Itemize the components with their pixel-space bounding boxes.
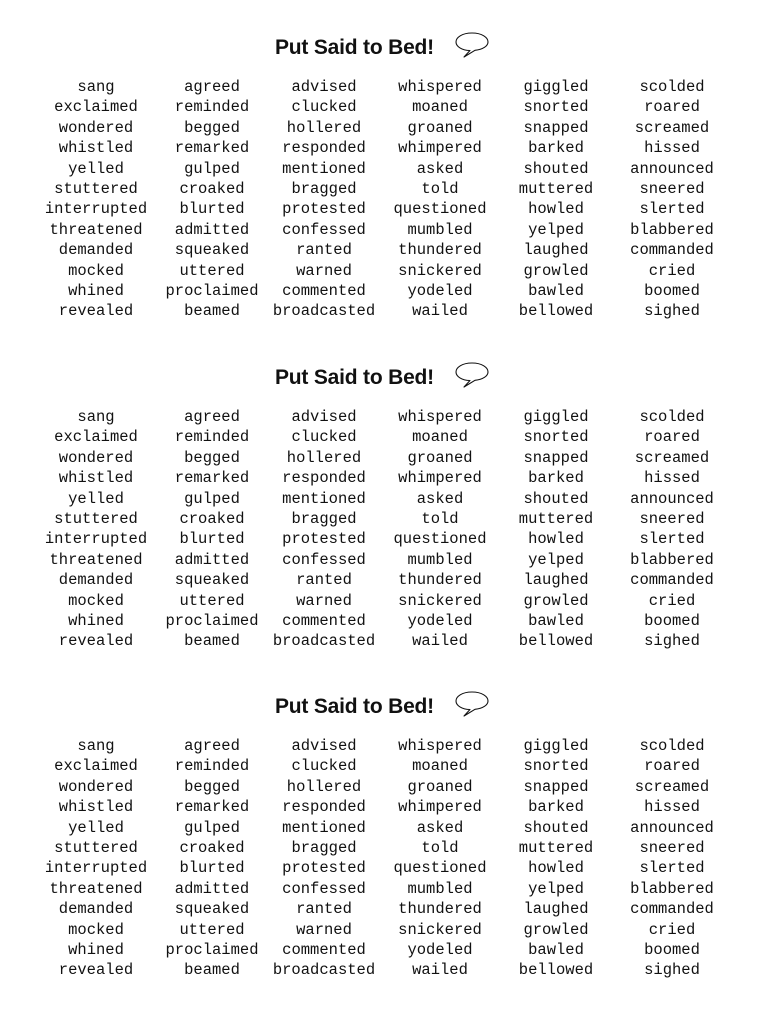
word: warned	[296, 591, 352, 610]
word: questioned	[393, 530, 487, 549]
word: squeaked	[174, 571, 250, 590]
word: hollered	[286, 118, 362, 137]
word: revealed	[58, 302, 134, 321]
word: bawled	[528, 282, 584, 301]
word: hissed	[644, 469, 700, 488]
word: yelled	[68, 159, 124, 178]
word: hollered	[286, 448, 362, 467]
word: blurted	[179, 200, 245, 219]
section-title: Put Said to Bed!	[275, 366, 434, 389]
word: revealed	[58, 632, 134, 651]
word-column-3	[264, 407, 384, 652]
word: interrupted	[44, 859, 148, 878]
word: uttered	[179, 920, 245, 939]
word: wailed	[412, 632, 468, 651]
word: beamed	[184, 302, 240, 321]
word: gulped	[184, 159, 240, 178]
word: sang	[77, 78, 115, 96]
word: whimpered	[398, 798, 482, 817]
word: announced	[630, 159, 714, 178]
word: responded	[282, 798, 366, 817]
word: responded	[282, 469, 366, 488]
section-header	[0, 689, 768, 729]
word: thundered	[398, 241, 482, 260]
word: remarked	[174, 798, 250, 817]
word: croaked	[179, 510, 245, 529]
word: screamed	[634, 777, 710, 796]
word: growled	[523, 920, 589, 939]
word: groaned	[407, 448, 473, 467]
word: shouted	[523, 159, 589, 178]
word: growled	[523, 261, 589, 280]
word: squeaked	[174, 900, 250, 919]
word: snorted	[523, 757, 589, 776]
word: whistled	[58, 798, 134, 817]
word: beamed	[184, 961, 240, 980]
speech-bubble-icon	[454, 689, 490, 719]
word: protested	[282, 530, 366, 549]
word: yodeled	[407, 282, 473, 301]
word-column-4	[380, 407, 500, 652]
word: commented	[282, 282, 366, 301]
word: bragged	[291, 510, 357, 529]
word: asked	[416, 489, 464, 508]
word: blurted	[179, 859, 245, 878]
word: hissed	[644, 139, 700, 158]
word: mumbled	[407, 550, 473, 569]
word: confessed	[282, 550, 366, 569]
word: moaned	[412, 757, 468, 776]
word: cried	[648, 261, 696, 280]
word: clucked	[291, 428, 357, 447]
word: asked	[416, 159, 464, 178]
word: warned	[296, 920, 352, 939]
word: commanded	[630, 900, 714, 919]
word: screamed	[634, 448, 710, 467]
word: mumbled	[407, 879, 473, 898]
word: croaked	[179, 180, 245, 199]
word: remarked	[174, 139, 250, 158]
word: squeaked	[174, 241, 250, 260]
word: mentioned	[282, 489, 366, 508]
word: laughed	[523, 571, 589, 590]
word: threatened	[49, 220, 143, 239]
word: agreed	[184, 408, 240, 426]
word: snorted	[523, 428, 589, 447]
word: wondered	[58, 118, 134, 137]
word: bellowed	[518, 302, 594, 321]
speech-bubble-icon	[454, 360, 490, 390]
word: moaned	[412, 428, 468, 447]
word: giggled	[523, 737, 589, 755]
word: scolded	[639, 78, 705, 96]
word: groaned	[407, 118, 473, 137]
word: mentioned	[282, 818, 366, 837]
word: snapped	[523, 118, 589, 137]
word: thundered	[398, 571, 482, 590]
word: agreed	[184, 78, 240, 96]
section-title: Put Said to Bed!	[275, 36, 434, 59]
word: laughed	[523, 900, 589, 919]
word: whimpered	[398, 139, 482, 158]
word: sneered	[639, 510, 705, 529]
word-column-5	[496, 77, 616, 322]
word-column-3	[264, 77, 384, 322]
word: commanded	[630, 241, 714, 260]
word: moaned	[412, 98, 468, 117]
word: confessed	[282, 220, 366, 239]
word: advised	[291, 78, 357, 96]
word: snickered	[398, 591, 482, 610]
word: bragged	[291, 839, 357, 858]
word: mocked	[68, 591, 124, 610]
word: broadcasted	[272, 961, 376, 980]
word: demanded	[58, 900, 134, 919]
word: whined	[68, 612, 124, 631]
word: proclaimed	[165, 282, 259, 301]
word: roared	[644, 428, 700, 447]
word: threatened	[49, 879, 143, 898]
word: whined	[68, 941, 124, 960]
word: asked	[416, 818, 464, 837]
word: mentioned	[282, 159, 366, 178]
word: admitted	[174, 879, 250, 898]
word: interrupted	[44, 200, 148, 219]
word: begged	[184, 777, 240, 796]
word: confessed	[282, 879, 366, 898]
word: groaned	[407, 777, 473, 796]
word: scolded	[639, 737, 705, 755]
word: broadcasted	[272, 632, 376, 651]
word: slerted	[639, 859, 705, 878]
word: commented	[282, 941, 366, 960]
word: mumbled	[407, 220, 473, 239]
word: told	[421, 510, 459, 529]
word: slerted	[639, 530, 705, 549]
word-column-6	[612, 77, 732, 322]
word: mocked	[68, 920, 124, 939]
word: wondered	[58, 777, 134, 796]
word: barked	[528, 798, 584, 817]
word: protested	[282, 200, 366, 219]
word: muttered	[518, 180, 594, 199]
word: wailed	[412, 961, 468, 980]
word: blurted	[179, 530, 245, 549]
word: slerted	[639, 200, 705, 219]
word: whimpered	[398, 469, 482, 488]
word: reminded	[174, 428, 250, 447]
word: begged	[184, 118, 240, 137]
word: shouted	[523, 489, 589, 508]
section-title: Put Said to Bed!	[275, 695, 434, 718]
word: sighed	[644, 302, 700, 321]
word: thundered	[398, 900, 482, 919]
word: announced	[630, 818, 714, 837]
word: muttered	[518, 510, 594, 529]
word: revealed	[58, 961, 134, 980]
word: stuttered	[54, 180, 138, 199]
word: cried	[648, 591, 696, 610]
word: sang	[77, 737, 115, 755]
word-column-4	[380, 77, 500, 322]
word: boomed	[644, 282, 700, 301]
word: cried	[648, 920, 696, 939]
word: hissed	[644, 798, 700, 817]
word: advised	[291, 737, 357, 755]
word: told	[421, 180, 459, 199]
word: barked	[528, 469, 584, 488]
word: wailed	[412, 302, 468, 321]
word: commented	[282, 612, 366, 631]
word-column-6	[612, 407, 732, 652]
word-column-1	[36, 77, 156, 322]
word: blabbered	[630, 550, 714, 569]
word: hollered	[286, 777, 362, 796]
word: laughed	[523, 241, 589, 260]
word: muttered	[518, 839, 594, 858]
word: boomed	[644, 941, 700, 960]
word: mocked	[68, 261, 124, 280]
speech-bubble-icon	[454, 30, 490, 60]
word: exclaimed	[54, 428, 138, 447]
word: sang	[77, 408, 115, 426]
word: responded	[282, 139, 366, 158]
word: snickered	[398, 920, 482, 939]
word: bragged	[291, 180, 357, 199]
word: whispered	[398, 737, 482, 755]
word: howled	[528, 859, 584, 878]
word: wondered	[58, 448, 134, 467]
word: yodeled	[407, 941, 473, 960]
word: boomed	[644, 612, 700, 631]
word: snapped	[523, 777, 589, 796]
word-column-4	[380, 736, 500, 981]
word-column-6	[612, 736, 732, 981]
word: blabbered	[630, 879, 714, 898]
word: snickered	[398, 261, 482, 280]
word-column-1	[36, 736, 156, 981]
word: sneered	[639, 839, 705, 858]
word-column-5	[496, 407, 616, 652]
word: begged	[184, 448, 240, 467]
word: whined	[68, 282, 124, 301]
word: snapped	[523, 448, 589, 467]
word: admitted	[174, 220, 250, 239]
word: yodeled	[407, 612, 473, 631]
word: bellowed	[518, 961, 594, 980]
word: ranted	[296, 571, 352, 590]
word-column-1	[36, 407, 156, 652]
word: sighed	[644, 961, 700, 980]
word-column-3	[264, 736, 384, 981]
word: howled	[528, 200, 584, 219]
word: whistled	[58, 139, 134, 158]
word: reminded	[174, 98, 250, 117]
word: croaked	[179, 839, 245, 858]
word: blabbered	[630, 220, 714, 239]
word: giggled	[523, 408, 589, 426]
word: screamed	[634, 118, 710, 137]
word: growled	[523, 591, 589, 610]
word: giggled	[523, 78, 589, 96]
word: uttered	[179, 591, 245, 610]
word: agreed	[184, 737, 240, 755]
word: proclaimed	[165, 612, 259, 631]
word: ranted	[296, 900, 352, 919]
word: admitted	[174, 550, 250, 569]
word: roared	[644, 757, 700, 776]
word: uttered	[179, 261, 245, 280]
word: howled	[528, 530, 584, 549]
word: bawled	[528, 612, 584, 631]
word: demanded	[58, 571, 134, 590]
word-column-5	[496, 736, 616, 981]
word: demanded	[58, 241, 134, 260]
word: interrupted	[44, 530, 148, 549]
word: snorted	[523, 98, 589, 117]
word: shouted	[523, 818, 589, 837]
word: scolded	[639, 408, 705, 426]
word: told	[421, 839, 459, 858]
word: beamed	[184, 632, 240, 651]
word: yelled	[68, 818, 124, 837]
section-header	[0, 30, 768, 70]
word: stuttered	[54, 839, 138, 858]
word-column-2	[152, 407, 272, 652]
word: broadcasted	[272, 302, 376, 321]
word: barked	[528, 139, 584, 158]
word: yelped	[528, 220, 584, 239]
word: whistled	[58, 469, 134, 488]
word: bawled	[528, 941, 584, 960]
section-header	[0, 360, 768, 400]
word: remarked	[174, 469, 250, 488]
word: clucked	[291, 757, 357, 776]
word: gulped	[184, 489, 240, 508]
word: stuttered	[54, 510, 138, 529]
word: bellowed	[518, 632, 594, 651]
word: exclaimed	[54, 98, 138, 117]
word: clucked	[291, 98, 357, 117]
word: proclaimed	[165, 941, 259, 960]
word-column-2	[152, 736, 272, 981]
word: yelled	[68, 489, 124, 508]
word-column-2	[152, 77, 272, 322]
word: ranted	[296, 241, 352, 260]
word: yelped	[528, 879, 584, 898]
word: gulped	[184, 818, 240, 837]
word: reminded	[174, 757, 250, 776]
word: advised	[291, 408, 357, 426]
word: questioned	[393, 859, 487, 878]
word: questioned	[393, 200, 487, 219]
word: warned	[296, 261, 352, 280]
word: announced	[630, 489, 714, 508]
word: yelped	[528, 550, 584, 569]
word: protested	[282, 859, 366, 878]
word: threatened	[49, 550, 143, 569]
word: sneered	[639, 180, 705, 199]
word: exclaimed	[54, 757, 138, 776]
word: commanded	[630, 571, 714, 590]
word: whispered	[398, 78, 482, 96]
word: sighed	[644, 632, 700, 651]
word: whispered	[398, 408, 482, 426]
word: roared	[644, 98, 700, 117]
